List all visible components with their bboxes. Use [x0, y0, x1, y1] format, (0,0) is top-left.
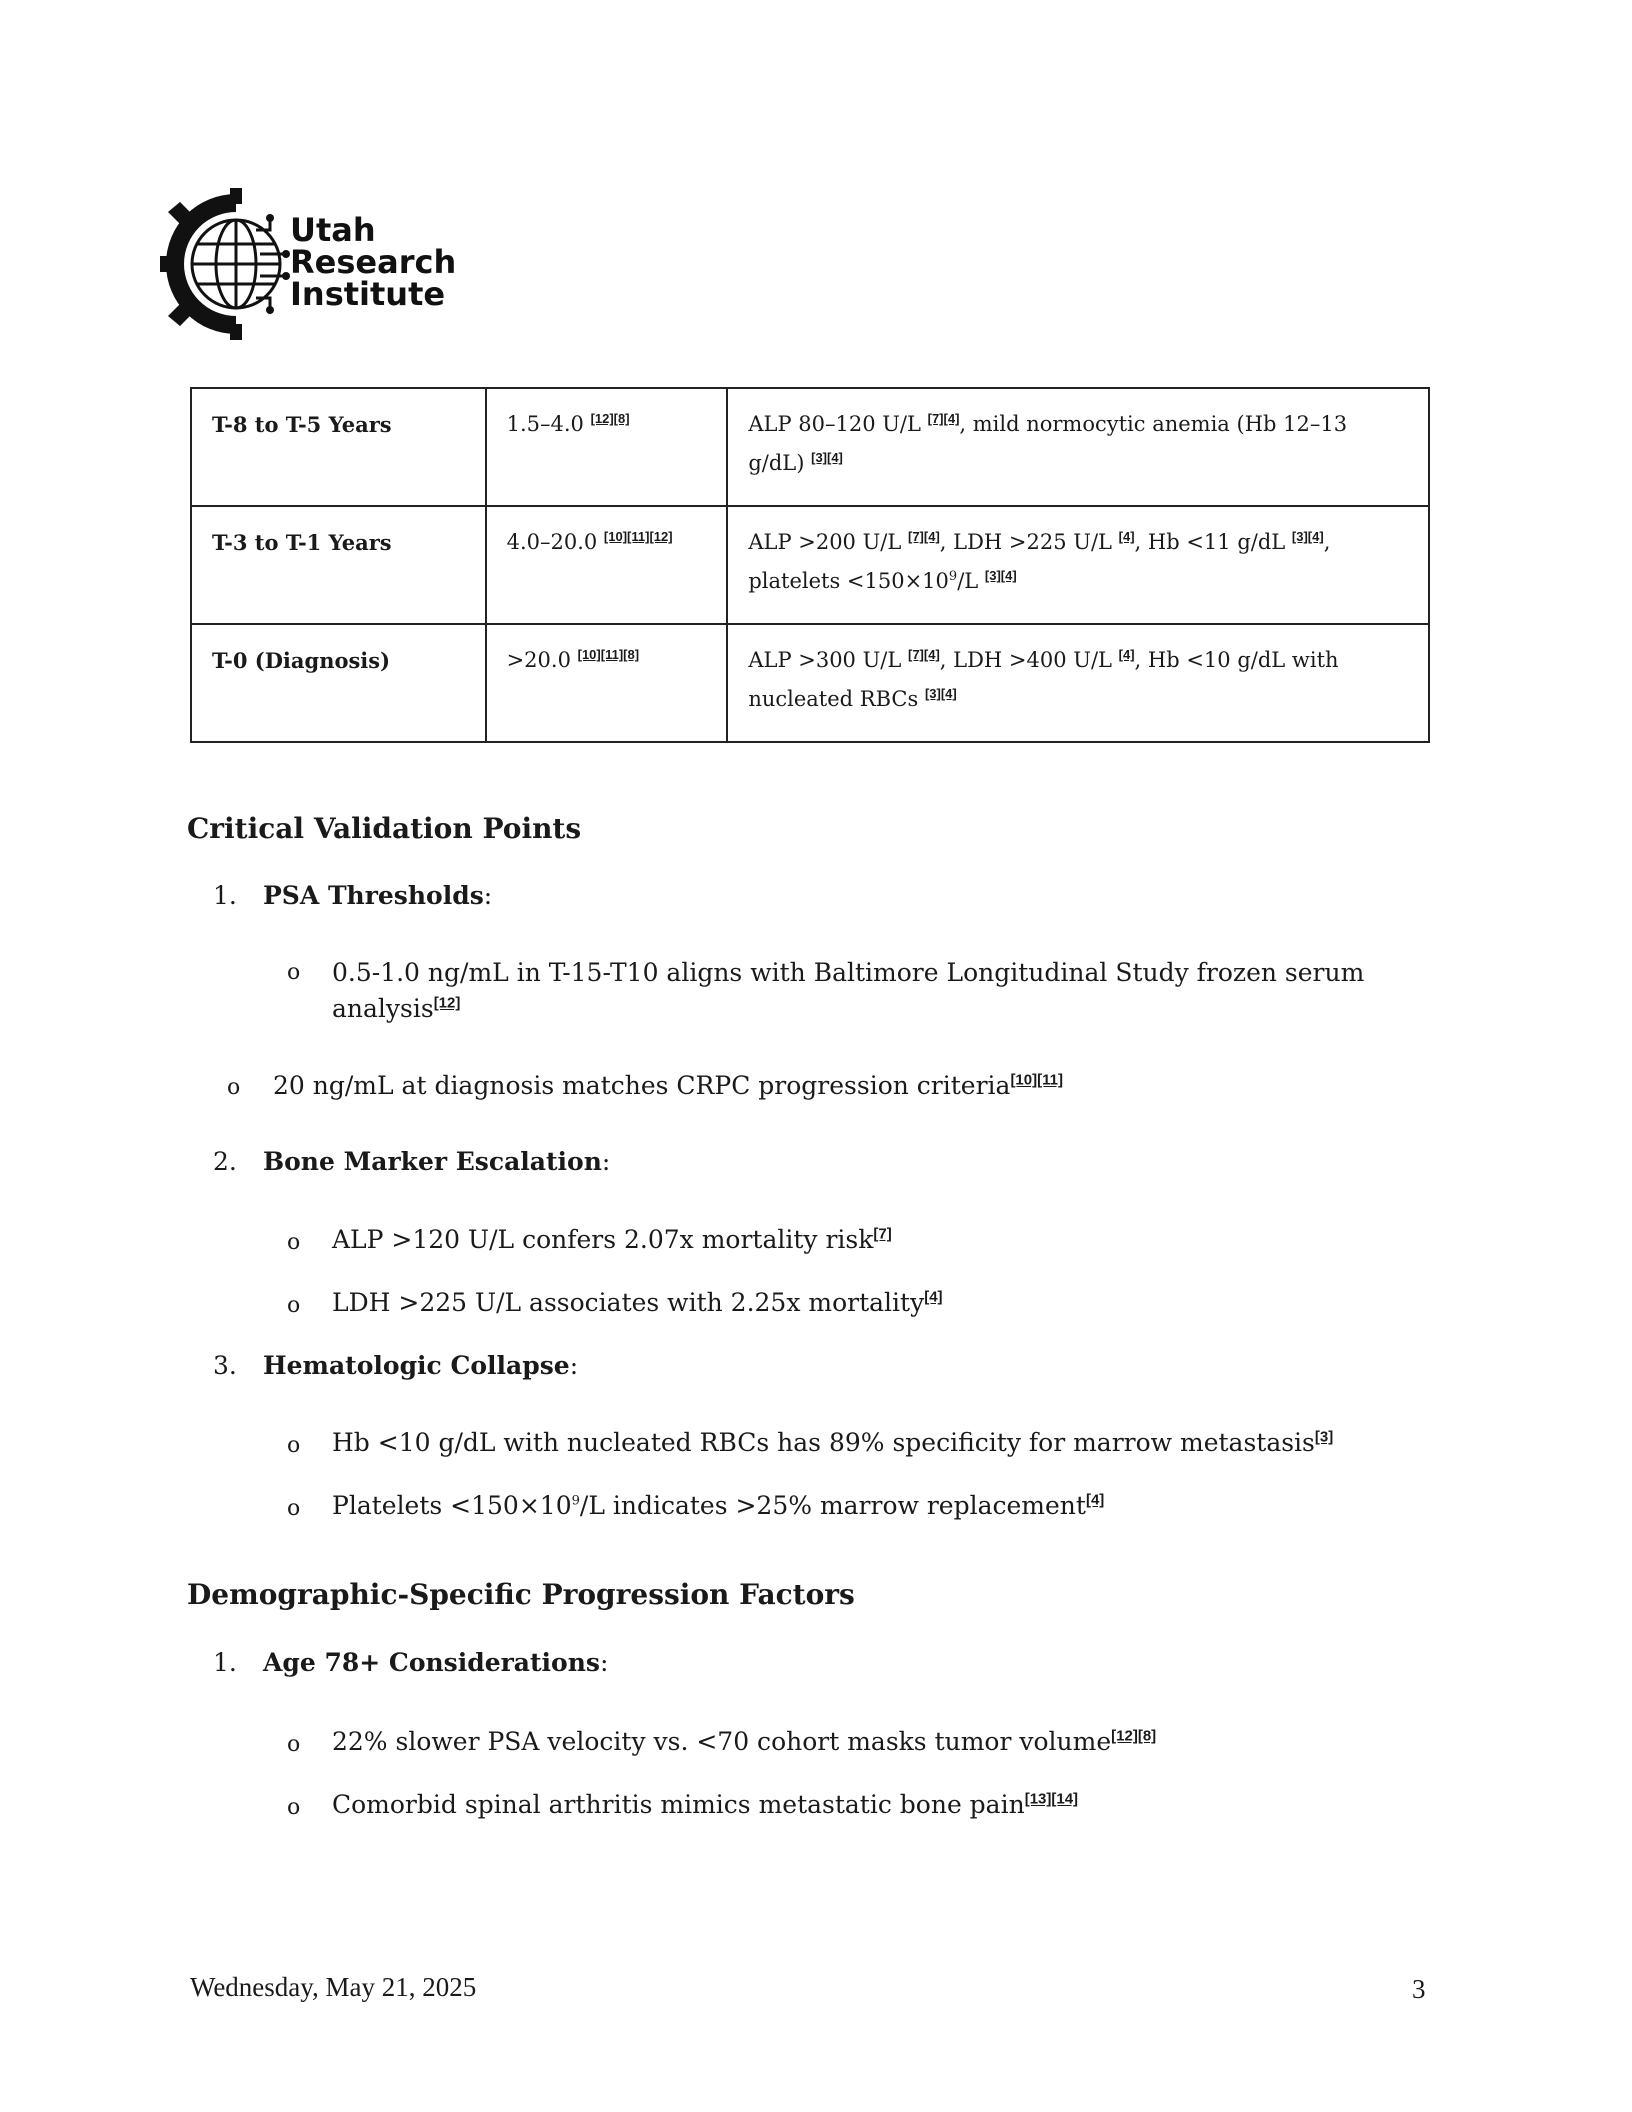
list-item-age: 1. Age 78+ Considerations:	[213, 1648, 609, 1677]
citation-link[interactable]: [4]	[1118, 647, 1135, 662]
section-heading-demographic: Demographic-Specific Progression Factors	[187, 1578, 855, 1611]
list-item-hematologic: 3. Hematologic Collapse:	[213, 1351, 579, 1380]
citation-link[interactable]: [10][11][12]	[603, 529, 673, 544]
citation-link[interactable]: [3][4]	[811, 450, 843, 465]
citation-link[interactable]: [7]	[873, 1225, 892, 1243]
bullet-text: Comorbid spinal arthritis mimics metastatic bone pain[13][14]	[332, 1790, 1079, 1819]
list-number: 3.	[213, 1351, 237, 1380]
list-item-bone-marker: 2. Bone Marker Escalation:	[213, 1147, 611, 1176]
citation-link[interactable]: [12][8]	[590, 411, 630, 426]
list-number: 1.	[213, 1648, 237, 1677]
period-cell: T-8 to T-5 Years	[191, 388, 486, 506]
bullet-text: Hb <10 g/dL with nucleated RBCs has 89% specificity for marrow metastasis[3]	[332, 1428, 1334, 1457]
bullet-marker: o	[287, 960, 301, 985]
bullet-text: 20 ng/mL at diagnosis matches CRPC progression criteria[10][11]	[273, 1071, 1063, 1100]
list-number: 1.	[213, 881, 237, 910]
biomarker-timeline-table	[190, 387, 1430, 743]
citation-link[interactable]: [3]	[1314, 1428, 1334, 1446]
citation-link[interactable]: [7][4]	[927, 411, 960, 426]
markers-cell: ALP 80–120 U/L [7][4], mild normocytic anemia (Hb 12–13 g/dL) [3][4]	[727, 388, 1429, 506]
bullet-text: 22% slower PSA velocity vs. <70 cohort masks tumor volume[12][8]	[332, 1727, 1157, 1756]
list-item-title: Age 78+ Considerations	[263, 1648, 600, 1677]
psa-cell: 1.5–4.0 [12][8]	[486, 388, 728, 506]
bullet-marker: o	[287, 1230, 301, 1255]
citation-link[interactable]: [3][4]	[924, 686, 957, 701]
citation-link[interactable]: [13][14]	[1024, 1790, 1079, 1808]
bullet-text: Platelets $<150\times 10^9/L$ indicates >25% marrow replacement[4]	[332, 1491, 1105, 1520]
list-number: 2.	[213, 1147, 237, 1176]
list-item-title: Hematologic Collapse	[263, 1351, 570, 1380]
citation-link[interactable]: [10][11][8]	[577, 647, 640, 662]
bullet-marker: o	[287, 1732, 301, 1757]
citation-link[interactable]: [4]	[1118, 529, 1135, 544]
citation-link[interactable]: [3][4]	[1291, 529, 1324, 544]
list-item-psa-thresholds: 1. PSA Thresholds:	[213, 881, 493, 910]
psa-cell: >20.0 [10][11][8]	[486, 624, 728, 742]
citation-link[interactable]: [10][11]	[1010, 1071, 1063, 1089]
citation-link[interactable]: [7][4]	[908, 529, 940, 544]
period-cell: T-3 to T-1 Years	[191, 506, 486, 624]
bullet-marker: o	[287, 1795, 301, 1820]
citation-link[interactable]: [4]	[1085, 1491, 1105, 1509]
psa-cell: 4.0–20.0 [10][11][12]	[486, 506, 728, 624]
bullet-text: ALP >120 U/L confers 2.07x mortality risk[7]	[332, 1225, 892, 1254]
markers-cell: ALP >300 U/L [7][4], LDH >400 U/L [4], Hb <10 g/dL with nucleated RBCs [3][4]	[727, 624, 1429, 742]
citation-link[interactable]: [3][4]	[984, 568, 1017, 583]
table-row	[191, 506, 1429, 624]
period-cell: T-0 (Diagnosis)	[191, 624, 486, 742]
bullet-marker: o	[287, 1433, 301, 1458]
bullet-text: 0.5-1.0 ng/mL in T-15-T10 aligns with Baltimore Longitudinal Study frozen serum analysis[12]	[332, 958, 1365, 1023]
bullet-text: LDH >225 U/L associates with 2.25x mortality[4]	[332, 1288, 943, 1317]
footer-date: Wednesday, May 21, 2025	[190, 1972, 477, 2002]
bullet-marker: o	[287, 1496, 301, 1521]
list-item-title: PSA Thresholds	[263, 881, 484, 910]
list-item-title: Bone Marker Escalation	[263, 1147, 602, 1176]
citation-link[interactable]: [7][4]	[908, 647, 940, 662]
markers-cell: ALP >200 U/L [7][4], LDH >225 U/L [4], Hb <11 g/dL [3][4], platelets $<150\times 10^9/L$ [3][4]	[727, 506, 1429, 624]
bullet-marker: o	[227, 1075, 241, 1100]
table-row	[191, 624, 1429, 742]
gear-globe-icon	[160, 184, 290, 344]
logo-wordmark: Utah Research Institute	[290, 211, 457, 313]
page-number: 3	[1412, 1974, 1426, 2004]
bullet-marker: o	[287, 1293, 301, 1318]
citation-link[interactable]: [12]	[433, 994, 461, 1012]
table-row	[191, 388, 1429, 506]
section-heading-validation: Critical Validation Points	[187, 812, 582, 845]
citation-link[interactable]: [4]	[924, 1288, 943, 1306]
citation-link[interactable]: [12][8]	[1111, 1727, 1157, 1745]
